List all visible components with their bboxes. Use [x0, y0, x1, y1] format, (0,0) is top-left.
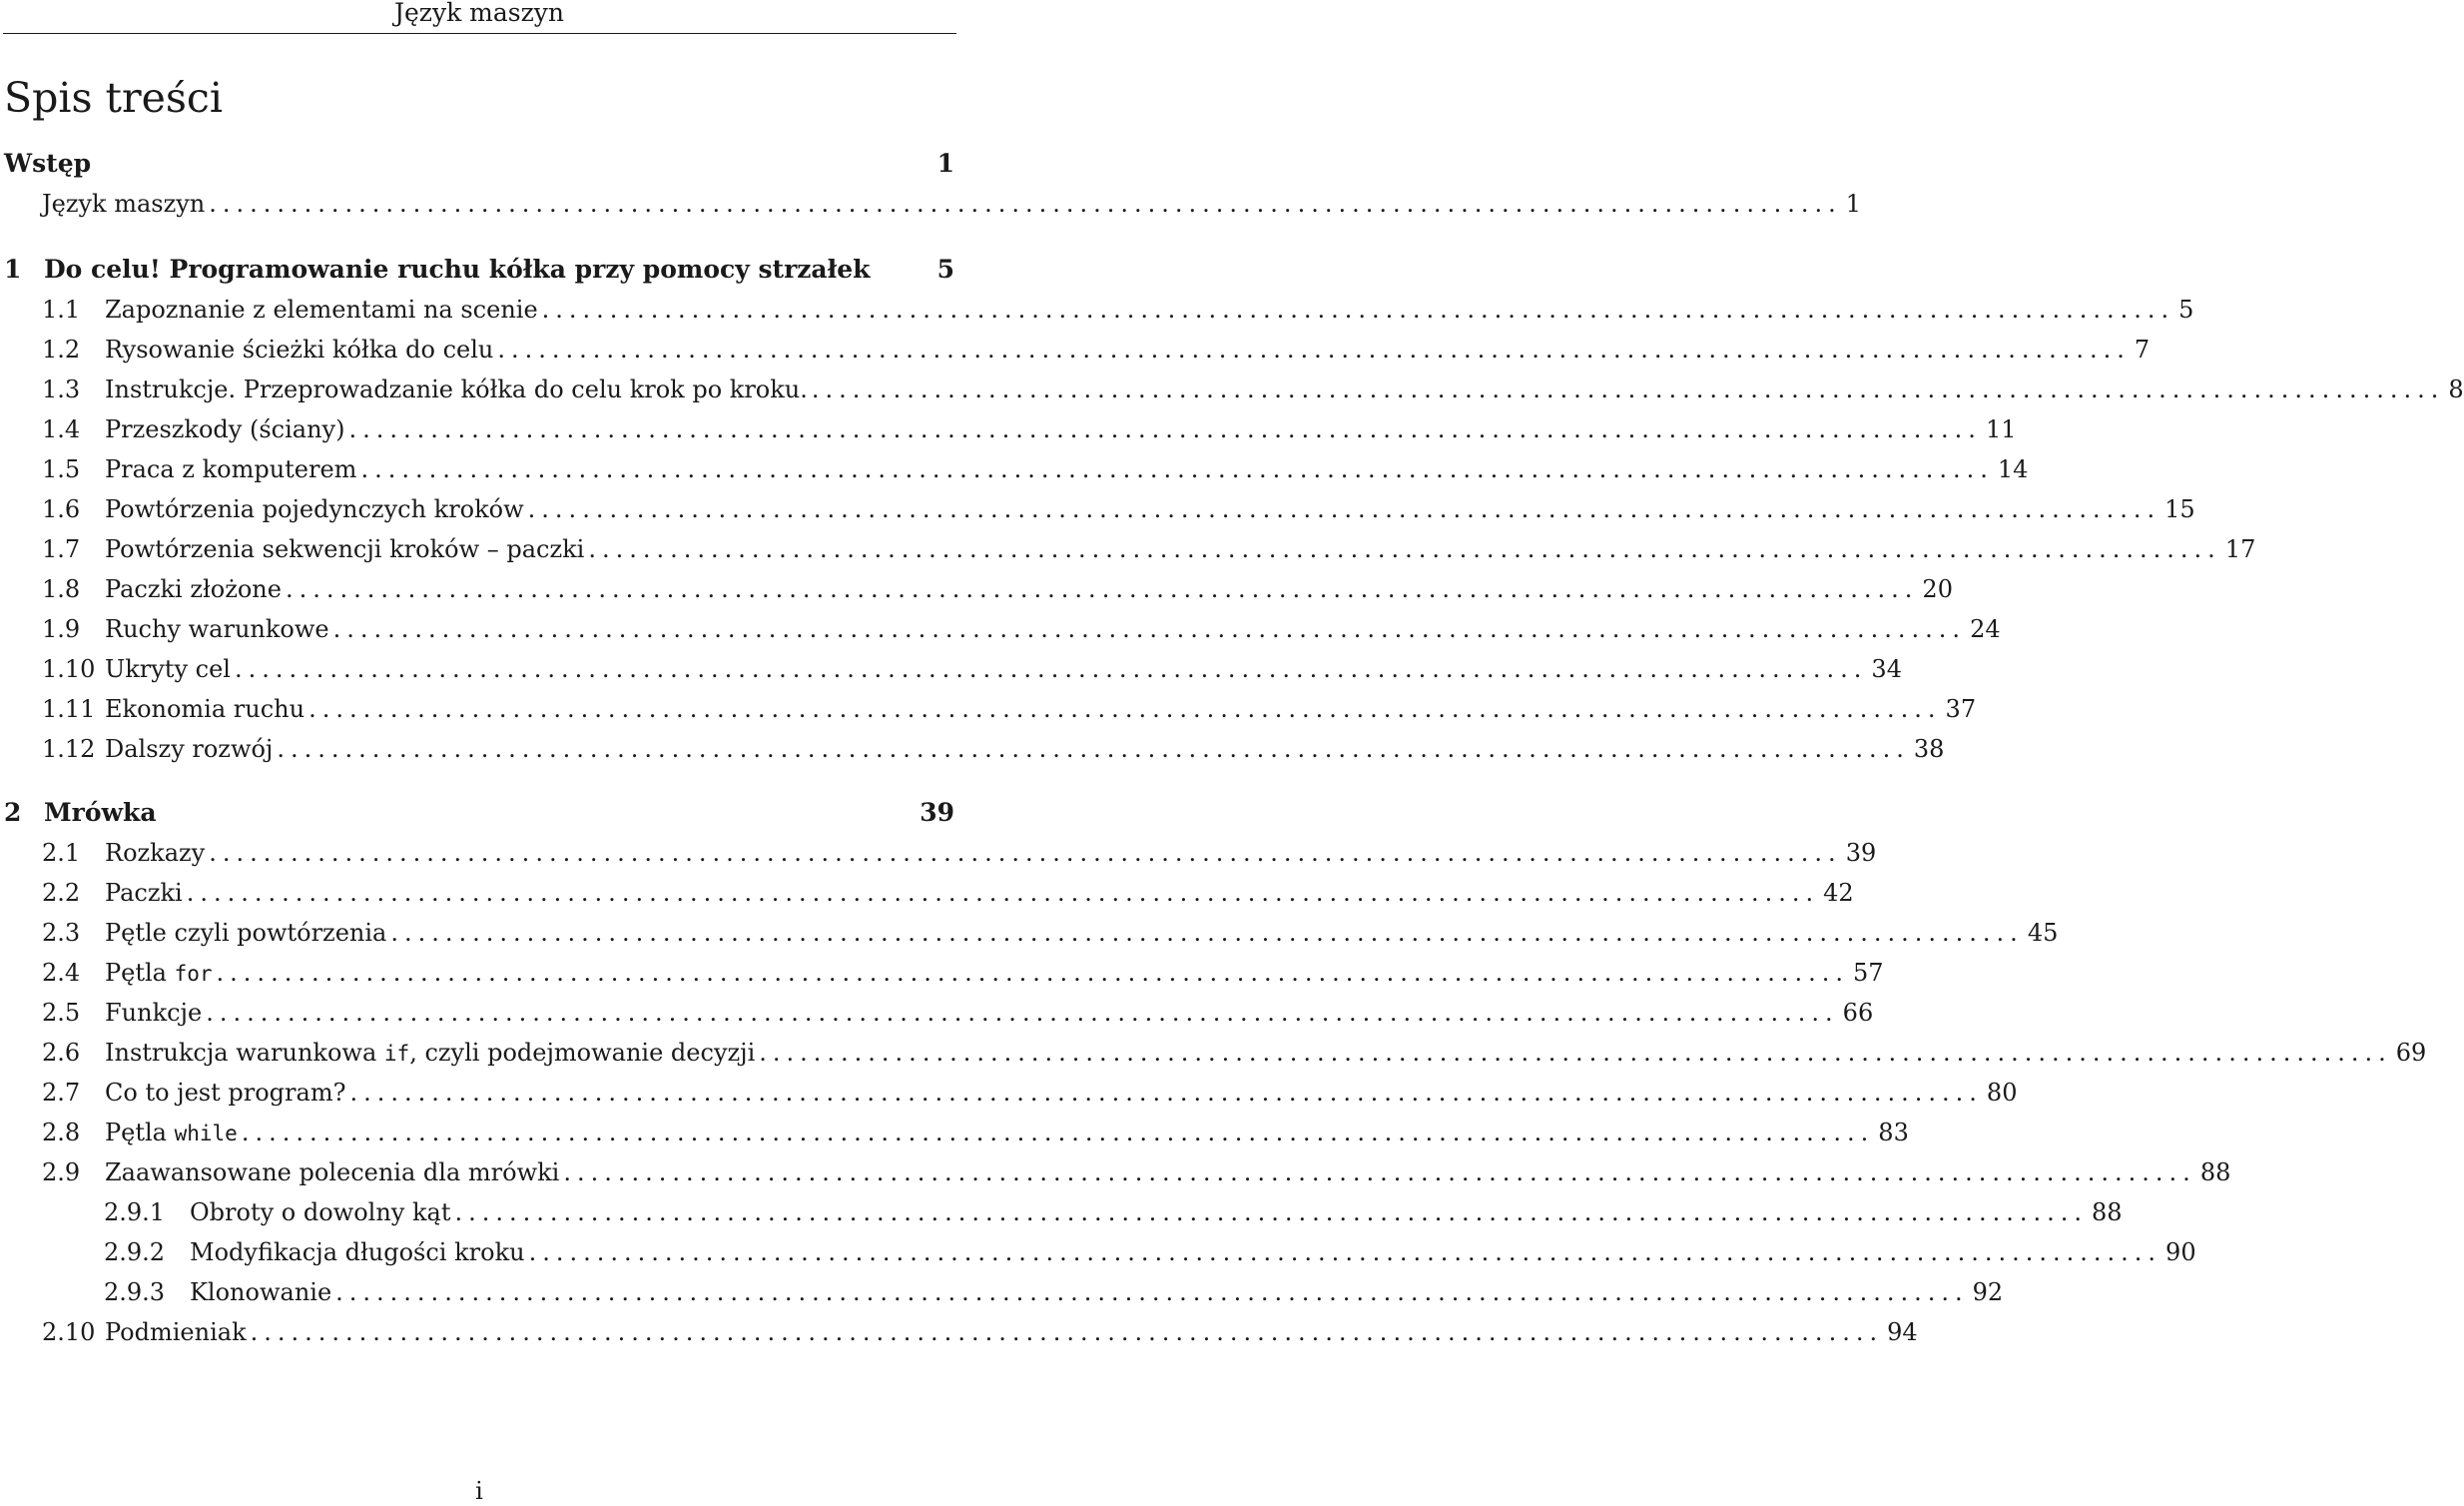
toc-entry-page: 38 — [1913, 735, 1945, 763]
toc-entry-title — [105, 413, 344, 445]
toc-entry-title-text: Zapoznanie z elementami na scenie — [105, 296, 538, 324]
toc-entry-title-text: Przeszkody (ściany) — [105, 415, 345, 443]
header-rule — [3, 33, 956, 34]
toc-section-entry[interactable] — [42, 294, 2194, 326]
page-number: i — [475, 1477, 483, 1505]
toc-entry-title — [190, 1236, 525, 1268]
toc-entry-title-text: Pętle czyli powtórzenia — [105, 919, 387, 947]
toc-dot-leader: ........................................................................................................................ — [308, 695, 1942, 723]
toc-entry-title-text: Ruchy warunkowe — [105, 615, 329, 643]
toc-entry-title — [44, 254, 870, 286]
toc-entry-page: 39 — [920, 798, 954, 827]
toc-entry-title — [105, 653, 231, 685]
toc-dot-leader: ........................................................................................................................ — [759, 1039, 2392, 1067]
toc-entry-page: 24 — [1970, 615, 2001, 643]
toc-entry-number: 2.8 — [42, 1119, 81, 1146]
toc-entry-title-text: Mrówka — [44, 798, 157, 827]
toc-entry-number: 2 — [4, 798, 22, 827]
toc-entry-number: 1.10 — [42, 655, 96, 683]
toc-entry-title-text: Zaawansowane polecenia dla mrówki — [105, 1158, 560, 1186]
toc-entry-title — [105, 877, 183, 909]
toc-entry-page: 80 — [1986, 1079, 2018, 1107]
toc-entry-page: 66 — [1842, 999, 1874, 1027]
toc-entry-page: 88 — [2199, 1158, 2231, 1186]
toc-entry-title-text-after: , czyli podejmowanie decyzji — [409, 1039, 756, 1067]
toc-entry-page: 17 — [2224, 535, 2256, 563]
toc-entry-page: 88 — [2091, 1198, 2123, 1226]
toc-section-entry[interactable] — [42, 493, 2195, 525]
toc-entry-title — [105, 453, 356, 485]
toc-entry-title — [105, 374, 808, 405]
toc-section-entry[interactable] — [42, 693, 1977, 725]
toc-dot-leader: ........................................................................................................................ — [209, 839, 1842, 867]
toc-section-entry[interactable] — [42, 733, 1945, 765]
toc-entry-page: 37 — [1945, 695, 1977, 723]
toc-section-entry[interactable] — [42, 533, 2256, 565]
toc-entry-code-keyword: if — [383, 1042, 410, 1066]
toc-section-entry[interactable] — [42, 957, 1884, 989]
toc-entry-title-text: Paczki — [105, 879, 183, 907]
toc-entry-page: 83 — [1878, 1119, 1909, 1146]
toc-section-entry[interactable] — [42, 613, 2001, 645]
toc-section-entry[interactable] — [42, 453, 2029, 485]
toc-entry-number: 2.9 — [42, 1158, 81, 1186]
toc-entry-number: 1.8 — [42, 575, 81, 603]
toc-entry-title-text: Paczki złożone — [105, 575, 282, 603]
toc-entry-code-keyword: for — [174, 962, 213, 986]
toc-entry-code-keyword: while — [174, 1122, 238, 1145]
toc-dot-leader: ........................................................................................................................ — [527, 495, 2161, 523]
toc-entry-title — [105, 917, 386, 949]
toc-entry-number: 1.7 — [42, 535, 81, 563]
toc-entry-number: 2.5 — [42, 999, 81, 1027]
toc-section-entry[interactable] — [42, 1117, 1909, 1148]
toc-entry-title — [190, 1276, 331, 1308]
toc-entry-number: 1 — [4, 255, 22, 284]
toc-section-entry[interactable] — [42, 413, 2017, 445]
toc-entry-title-text: Ukryty cel — [105, 655, 231, 683]
toc-section-entry[interactable] — [42, 1156, 2231, 1188]
toc-entry-title-text: Wstęp — [4, 149, 92, 178]
toc-section-entry[interactable] — [42, 653, 1902, 685]
toc-entry-title-text: Praca z komputerem — [105, 455, 357, 483]
toc-entry-title — [105, 837, 205, 869]
toc-entry-number: 2.6 — [42, 1039, 81, 1067]
toc-entry-title-text: Ekonomia ruchu — [105, 695, 306, 723]
toc-entry-title — [105, 693, 305, 725]
toc-dot-leader: ........................................................................................................................ — [563, 1158, 2196, 1186]
toc-entry-number: 2.10 — [42, 1318, 96, 1346]
toc-dot-leader: ........................................................................................................................ — [349, 1079, 1983, 1107]
toc-entry-page: 20 — [1922, 575, 1953, 603]
toc-entry-title — [105, 573, 282, 605]
toc-entry-number: 1.2 — [42, 336, 81, 364]
toc-dot-leader: ........................................................................................................................ — [250, 1318, 1884, 1346]
toc-entry-number: 2.4 — [42, 959, 81, 987]
toc-entry-title — [105, 613, 329, 645]
toc-entry-page: 34 — [1871, 655, 1902, 683]
toc-chapter-entry[interactable] — [4, 797, 954, 829]
toc-entry-title — [44, 797, 157, 829]
toc-entry-page: 5 — [2178, 296, 2194, 324]
toc-dot-leader: ........................................................................................................................ — [360, 455, 1994, 483]
toc-subsection-entry[interactable] — [104, 1236, 2196, 1268]
toc-entry-title-text: Modyfikacja długości kroku — [190, 1238, 525, 1266]
toc-dot-leader: ........................................................................................................................ — [216, 959, 1850, 987]
toc-entry-page: 90 — [2165, 1238, 2196, 1266]
toc-entry-number: 2.1 — [42, 839, 81, 867]
toc-section-entry[interactable] — [42, 997, 1874, 1029]
toc-dot-leader: ........................................................................................................................ — [541, 296, 2175, 324]
toc-section-entry[interactable] — [42, 877, 1854, 909]
toc-entry-number: 2.3 — [42, 919, 81, 947]
toc-dot-leader: ........................................................................................................................ — [390, 919, 2024, 947]
toc-entry-title-text: Pętla — [105, 1119, 175, 1146]
toc-entry-title — [105, 957, 213, 990]
toc-dot-leader: ........................................................................................................................ — [454, 1198, 2088, 1226]
toc-dot-leader: ........................................................................................................................ — [234, 655, 1868, 683]
toc-entry-page: 57 — [1853, 959, 1884, 987]
toc-entry-page: 1 — [1845, 190, 1861, 218]
toc-entry-number: 2.2 — [42, 879, 81, 907]
toc-entry-number: 1.11 — [42, 695, 96, 723]
toc-entry-title — [105, 1037, 755, 1070]
toc-entry-page: 7 — [2134, 336, 2151, 364]
toc-entry-title-text: Powtórzenia pojedynczych kroków — [105, 495, 524, 523]
toc-entry-page: 69 — [2395, 1039, 2427, 1067]
toc-entry-title-text: Podmieniak — [105, 1318, 247, 1346]
toc-entry-title — [42, 188, 205, 220]
toc-entry-title — [105, 533, 584, 565]
toc-entry-page: 94 — [1887, 1318, 1918, 1346]
toc-dot-leader: ........................................................................................................................ — [277, 735, 1910, 763]
toc-entry-title — [105, 1117, 238, 1149]
toc-dot-leader: ........................................................................................................................ — [588, 535, 2221, 563]
toc-subsection-entry[interactable] — [104, 1276, 2004, 1308]
toc-entry-number: 1.1 — [42, 296, 81, 324]
toc-title: Spis treści — [4, 74, 223, 122]
toc-section-entry[interactable] — [42, 188, 1861, 220]
toc-section-entry[interactable] — [42, 334, 2151, 366]
toc-entry-number: 1.9 — [42, 615, 81, 643]
toc-entry-title — [190, 1196, 451, 1228]
toc-entry-page: 1 — [936, 149, 954, 178]
toc-dot-leader: ........................................................................................................................ — [209, 190, 1842, 218]
toc-entry-title-text: Rozkazy — [105, 839, 206, 867]
toc-dot-leader: ........................................................................................................................ — [285, 575, 1919, 603]
toc-subsection-entry[interactable] — [104, 1196, 2123, 1228]
toc-dot-leader: ........................................................................................................................ — [186, 879, 1820, 907]
toc-entry-title-text: Powtórzenia sekwencji kroków – paczki — [105, 535, 585, 563]
toc-entry-title — [4, 148, 91, 180]
toc-chapter-entry[interactable] — [4, 254, 954, 286]
toc-entry-title — [105, 294, 538, 326]
toc-entry-number: 2.7 — [42, 1079, 81, 1107]
toc-dot-leader: ........................................................................................................................ — [335, 1278, 1969, 1306]
toc-entry-title — [105, 1156, 559, 1188]
toc-entry-title-text: Pętla — [105, 959, 175, 987]
toc-entry-page: 11 — [1985, 415, 2017, 443]
toc-entry-page: 92 — [1972, 1278, 2004, 1306]
toc-section-entry[interactable] — [42, 917, 2059, 949]
toc-entry-title-text: Do celu! Programowanie ruchu kółka przy pomocy strzałek — [44, 255, 871, 284]
toc-entry-title-text: Instrukcje. Przeprowadzanie kółka do celu krok po kroku. — [105, 376, 808, 403]
toc-dot-leader: ........................................................................................................................ — [348, 415, 1982, 443]
toc-entry-number: 1.3 — [42, 376, 81, 403]
toc-entry-page: 14 — [1997, 455, 2029, 483]
running-head: Język maszyn — [393, 0, 565, 27]
toc-section-entry[interactable] — [42, 573, 1953, 605]
toc-entry-title — [105, 733, 273, 765]
toc-section-entry[interactable] — [42, 1037, 2427, 1069]
toc-entry-title — [105, 1316, 247, 1348]
toc-dot-leader: ........................................................................................................................ — [497, 336, 2131, 364]
toc-section-entry[interactable] — [42, 1316, 1918, 1348]
toc-entry-number: 2.9.3 — [104, 1278, 166, 1306]
toc-entry-page: 42 — [1823, 879, 1854, 907]
toc-entry-title-text: Funkcje — [105, 999, 203, 1027]
toc-entry-title-text: Klonowanie — [190, 1278, 332, 1306]
toc-entry-title-text: Język maszyn — [42, 190, 206, 218]
toc-dot-leader: ........................................................................................................................ — [528, 1238, 2162, 1266]
toc-chapter-entry[interactable] — [4, 148, 954, 180]
toc-entry-page: 5 — [936, 255, 954, 284]
toc-dot-leader: ........................................................................................................................ — [332, 615, 1967, 643]
toc-entry-number: 1.12 — [42, 735, 96, 763]
toc-section-entry[interactable] — [42, 1077, 2018, 1109]
toc-entry-number: 1.4 — [42, 415, 81, 443]
toc-entry-title — [105, 997, 202, 1029]
toc-entry-number: 1.5 — [42, 455, 81, 483]
toc-entry-page: 15 — [2164, 495, 2195, 523]
toc-section-entry[interactable] — [42, 374, 2464, 405]
toc-entry-title — [105, 1077, 345, 1109]
toc-dot-leader: ........................................................................................................................ — [206, 999, 1839, 1027]
toc-entry-page: 8 — [2448, 376, 2464, 403]
toc-entry-title — [105, 493, 524, 525]
toc-section-entry[interactable] — [42, 837, 1877, 869]
toc-entry-title-text: Obroty o dowolny kąt — [190, 1198, 451, 1226]
toc-entry-number: 1.6 — [42, 495, 81, 523]
toc-dot-leader: ........................................................................................................................ — [811, 376, 2445, 403]
toc-dot-leader: ........................................................................................................................ — [241, 1119, 1875, 1146]
toc-entry-title — [105, 334, 493, 366]
toc-entry-title-text: Co to jest program? — [105, 1079, 346, 1107]
toc-entry-page: 39 — [1845, 839, 1877, 867]
toc-entry-title-text: Instrukcja warunkowa — [105, 1039, 384, 1067]
toc-entry-title-text: Dalszy rozwój — [105, 735, 274, 763]
toc-entry-number: 2.9.1 — [104, 1198, 166, 1226]
toc-entry-number: 2.9.2 — [104, 1238, 166, 1266]
toc-entry-title-text: Rysowanie ścieżki kółka do celu — [105, 336, 494, 364]
toc-entry-page: 45 — [2027, 919, 2059, 947]
